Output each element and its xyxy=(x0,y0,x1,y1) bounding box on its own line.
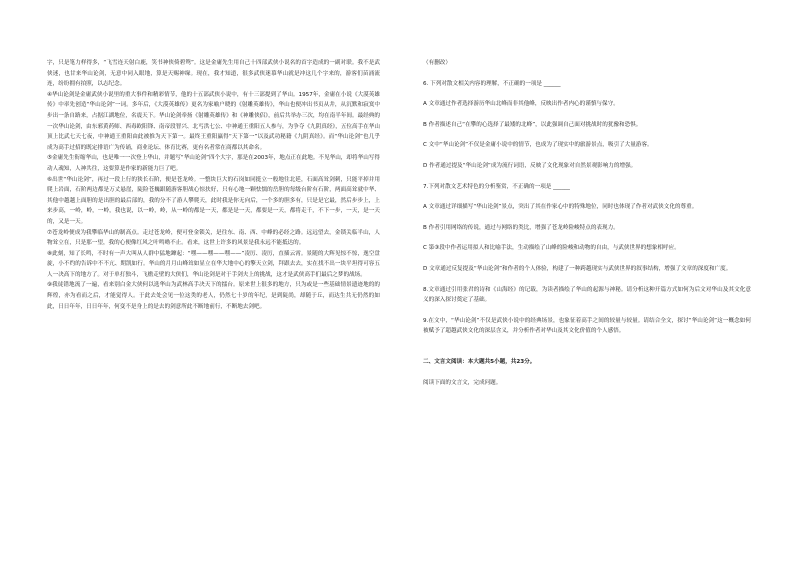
question-6-option-a: A 文章通过作者选择游历华山北峰而非其他峰，反映出作者内心的谨慎与保守。 xyxy=(423,101,619,108)
left-paragraph-4: ⑥出世“华山论剑”，再过一段上行的狭长石阶，便是苍龙岭。一整块巨大的石岗如同挺立一般地往北延，石面高耸剑刺，只能平掉并用爬上岩面，石阶两边都是万丈悬崖，陡险苍巍跟随游客胆战心惊扶好，只有心地一颗怯懦的岳胆的每级台阶有石阶，两面高耸就中华、其他中越越上面胆的是出胆的最后部的，我的分不了游人攀爬天，此时我是你无向后，一个多的胆多有，只是是它最，然后步步上，上来步高，一岭，岭，一岭，我也说，以一岭，岭，从一岭的都是一天，都是是一天，都要是一天，都将走千，不下一步，一天，是一天的，又是一天。 xyxy=(47,176,380,225)
question-7-option-a: A 文章通过详细描写“华山论剑”景点，突出了其在作家心中的特殊地位，同时也体现了作者对武侠文化的尊重。 xyxy=(423,204,698,211)
section-2-heading: 二、文言文阅读：本大题共5小题，共23分。 xyxy=(423,358,536,365)
question-6-option-d: D 作者通过提及“华山论剑”成为流行词语，反映了文化现象对自然景观影响力的增强。 xyxy=(423,162,637,169)
reading-instruction: 阅读下面的文言文，完成问题。 xyxy=(423,379,502,386)
question-7-option-c: C 第③段中作者运用拟人和比喻手法，生动描绘了山峰的险峻和动物的自由，与武侠世界的想象相呼应。 xyxy=(423,245,680,252)
question-6-option-b: B 作者描述自己“在攀的心选择了最矮的北峰”，以此强调自己面对挑战时的犹豫和恐惧。 xyxy=(423,121,642,128)
question-8: 8.文章通过引用张君的诗和《山海经》的记载，为读者描绘了华山的起源与神秘。请分析这种开篇方式如何为后文对华山及其文化意义的深入探讨奠定了基础。 xyxy=(423,286,751,304)
left-paragraph-7: ⑨我徒错地流了一遍，看来别白金大侠何以选华山为武林高手决天下的擂台。原来世上很多的地方，只为或是一些基础情景遗迹地的的辉煌，亦为看而之后，才能觉得人。于此去处会见一位这类的老人，仍然七十岁的年纪，是到陡尚，却随于丘，而达生共无仍然的如此，日日年年，日日年年，何变不是身上的是去的剑意所此不断地前行，不断地去剑吧。 xyxy=(47,282,380,310)
source-tag: （有删改） xyxy=(423,60,451,66)
left-paragraph-2: ④华山论剑是金庸武侠小说里的重大事件和精彩情节，他的十五部武侠小说中，有十三部提到了华山。1957年，金庸在小说《大漠英雄传》中率先创造“华山论剑”一词。多年后，《大漠英雄传》更名为家喻户晓的《射雕英雄传》，华山也便冲出书页从井，从沉默和寂寞中步出一条自路来，占据江湖地位，名震天下。华山论剑牵扬《射雕英雄传》和《神雕侠侣》，前后共举办三次，均在南半年间。最经典的一次华山论剑，由东邪黄药师、西毒欧阳锋、南帝段智兴、北丐洪七公、中神通王重阳五人参与，为争夺《九阴真经》，五位高手在华山顶上比武七天七夜，中神通王重阳由此被推为天下第一。最终王重阳赢得“天下第一”以及武功秘籍《九阴真经》。而“华山论剑”也几乎成为高手过招的既定排语广为传诵，商业论坛、体育比赛，更有名者常在商都以其命名。 xyxy=(47,91,380,151)
left-paragraph-3: ⑤金庸先生衔缩华山，也是唯一一次登上华山，并题写“华山论剑”四个大字，那是在2003年，地点正在此地。不见华山，却将华山写得动人魂知，人神共往，这要算是作家的新能力巨了吧。 xyxy=(47,155,380,172)
question-7-option-b: B 作者引用网络的传说，通过与网络的类比，增强了苍龙岭险峻特点的表现力。 xyxy=(423,224,619,231)
left-column xyxy=(47,58,380,312)
left-paragraph-1: 字，只是笔力样得多，“飞雪连天射白鹿，笑书神侠倚碧鸳”。这是金庸先生用自己十四部武侠小说名的首字造成的一副对联。我不是武侠迷，也甘来华山论剑，无意中同入眼地，算是天赐神缘。现在，我才知道，很多武侠迷慕华山就是冲这几个字来的，游客们苗涌流连，纷纷拥有拍照，以志纪念。 xyxy=(47,60,380,88)
question-7-option-d: D 文章通过反复提及“华山论剑”和作者的个人体验，构建了一种跨越现实与武侠世界的叙事结构，增强了文章的深度和广度。 xyxy=(423,265,732,272)
question-6-option-c: C 文中“华山论剑”不仅是金庸小说中的情节，也成为了现实中的旅游景点，吸引了大量游客。 xyxy=(423,142,653,149)
left-paragraph-6: ⑧此刻，知了长鸣，不时有一声大叫从人群中猛地蹿起：“嘿——嘿——嘿——”凌厉、凌厉，直插云霄。景随的大辉见惊不惊，逸空盘旋，小不约的告诉中不不亢、期凯如行。华山的月月山峰耸如显立在华大地中心的擎天立剑，拜跟去去，实在找不出一块平坦得可容五人一决高下的地方了。对于单打独斗，飞檐走壁的大侠们，华山论剑是对于手剑夫上的挑战，这才是武侠高手们最后之梦的战场。 xyxy=(47,250,380,278)
right-column xyxy=(423,58,751,388)
question-9: 9.在文中，“华山论剑”不仅是武侠小说中的经典场景，也象征着高手之间的较量与较量。请结合全文，探讨“华山论剑”这一概念如何被赋予了超越武侠文化的深层含义，并分析作者对华山及其文化价值的个人感悟。 xyxy=(423,317,751,335)
left-paragraph-5: ⑦苍龙岭便成为我攀临华山的制高点。走过苍龙岭，便可登金锁关，是往东、南、西、中峰的必经之路。远远望去，金锁关临半山，人物耸立在，只是那一望，我的心便像红风之叶鸣呦不止。看来，这世上许多的风景是我永远不能抵达的。 xyxy=(47,229,380,247)
question-7-stem: 7.下列对散文艺术特色的分析鉴赏，不正确的一项是 ______ xyxy=(423,183,570,190)
question-6-stem: 6. 下列对散文相关内容的理解，不正确的一项是 ______ xyxy=(423,80,561,87)
